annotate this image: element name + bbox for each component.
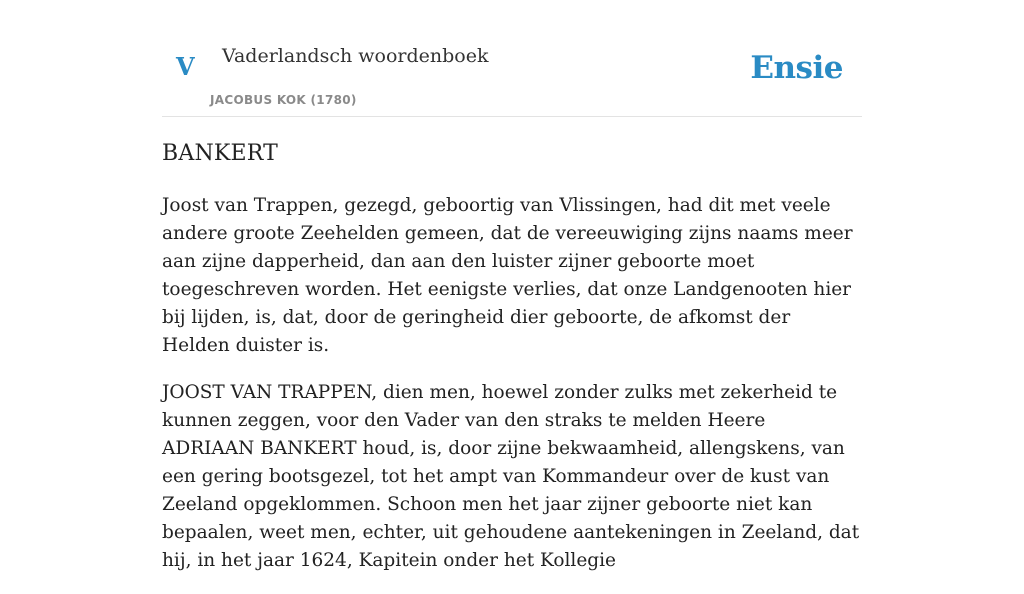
entry-paragraph: JOOST VAN TRAPPEN, dien men, hoewel zonder zulks met zekerheid te kunnen zeggen, voor den Vader van den straks te melden Heere ADRIAAN BANKERT houd, is, door zijne bekwaamheid, allengskens, van een gering bootsgezel, tot het ampt van Kommandeur over de kust van Zeeland opgeklommen. Schoon men het jaar zijner geboorte niet kan bepaalen, weet men, echter, uit gehoudene aantekeningen in Zeeland, dat hij, in het jaar 1624, Kapitein onder het Kollegie [162, 382, 860, 571]
book-initial[interactable]: V [176, 52, 195, 81]
book-header [162, 0, 862, 117]
book-title-link[interactable]: Vaderlandsch woordenboek [222, 45, 489, 67]
entry-title: BANKERT [162, 141, 279, 166]
entry-body [162, 192, 862, 594]
book-author: JACOBUS KOK (1780) [210, 93, 357, 107]
ensie-logo[interactable]: Ensie [750, 50, 843, 86]
entry-paragraph: Joost van Trappen, gezegd, geboortig van Vlissingen, had dit met veele andere groote Zeehelden gemeen, dat de vereeuwiging zijns naams meer aan zijne dapperheid, dan aan den luister zijner geboorte moet toegeschreven worden. Het eenigste verlies, dat onze Landgenooten hier bij lijden, is, dat, door de geringheid dier geboorte, de afkomst der Helden duister is. [162, 195, 853, 356]
